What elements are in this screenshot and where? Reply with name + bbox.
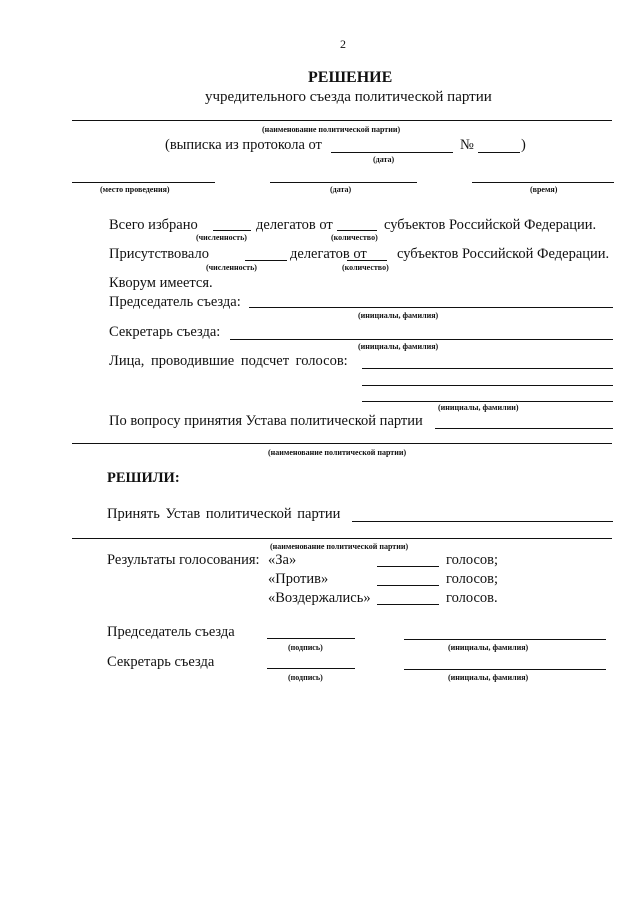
secretary-signature-line [267,668,355,669]
document-title: РЕШЕНИЕ [308,69,393,86]
secretary-signature-caption: (подпись) [288,673,323,682]
quorum-text: Кворум имеется. [109,275,213,291]
adopt-line [352,521,613,522]
secretary-caption: (инициалы, фамилия) [358,342,439,351]
secretary-label: Секретарь съезда: [109,324,221,340]
chairman-signature-caption: (подпись) [288,643,323,652]
time-line [472,182,614,183]
question-party-line [72,443,612,444]
present-quantity-line [347,260,387,261]
elected-count-caption: (численность) [196,233,247,242]
vote-for-line [377,566,439,567]
present-text-b: делегатов от [290,246,367,262]
elected-count-line [213,230,251,231]
vote-abstain-label: «Воздержались» [268,590,371,606]
elected-quantity-line [337,230,377,231]
chairman-name-line [404,639,606,640]
document-subtitle: учредительного съезда политической партии [205,89,492,105]
date-caption: (дата) [330,185,352,194]
vote-for-label: «За» [268,552,297,568]
elected-text-b: делегатов от [256,217,333,233]
adopt-party-caption: (наименование политической партии) [270,542,409,551]
resolved-heading: РЕШИЛИ: [107,470,180,486]
party-name-line [72,120,612,121]
counters-line-3 [362,401,613,402]
adopt-label: Принять Устав политической партии [107,506,341,522]
protocol-date-line [331,152,453,153]
secretary-name-caption: (инициалы, фамилия) [448,673,529,682]
present-quantity-caption: (количество) [342,263,389,272]
elected-text-a: Всего избрано [109,217,198,233]
question-label: По вопросу принятия Устава политической партии [109,413,423,429]
elected-text-c: субъектов Российской Федерации. [384,217,597,233]
vote-against-votes: голосов; [446,571,499,587]
secretary-signature-label: Секретарь съезда [107,654,215,670]
page-number: 2 [340,37,346,51]
counters-label: Лица, проводившие подсчет голосов: [109,353,348,369]
chairman-signature-line [267,638,355,639]
chairman-signature-label: Председатель съезда [107,624,235,640]
number-sign: № [460,137,474,153]
time-caption: (время) [530,185,558,194]
elected-quantity-caption: (количество) [331,233,378,242]
vote-against-line [377,585,439,586]
present-count-line [245,260,287,261]
counters-caption: (инициалы, фамилии) [438,403,519,412]
protocol-number-line [478,152,520,153]
chairman-line [249,307,613,308]
extract-close: ) [521,137,526,153]
protocol-date-caption: (дата) [373,155,395,164]
extract-prefix: (выписка из протокола от [165,137,322,153]
secretary-line [230,339,613,340]
party-name-caption: (наименование политической партии) [262,125,401,134]
counters-line-2 [362,385,613,386]
vote-abstain-line [377,604,439,605]
chairman-name-caption: (инициалы, фамилия) [448,643,529,652]
question-party-caption: (наименование политической партии) [268,448,407,457]
present-text-a: Присутствовало [109,246,209,262]
chairman-label: Председатель съезда: [109,294,241,310]
counters-line-1 [362,368,613,369]
present-text-c: субъектов Российской Федерации. [397,246,610,262]
chairman-caption: (инициалы, фамилия) [358,311,439,320]
venue-caption: (место проведения) [100,185,170,194]
voting-label: Результаты голосования: [107,552,260,568]
vote-for-votes: голосов; [446,552,499,568]
venue-line [72,182,215,183]
vote-abstain-votes: голосов. [446,590,498,606]
secretary-name-line [404,669,606,670]
question-line [435,428,613,429]
vote-against-label: «Против» [268,571,329,587]
date-line [270,182,417,183]
adopt-party-line [72,538,612,539]
present-count-caption: (численность) [206,263,257,272]
